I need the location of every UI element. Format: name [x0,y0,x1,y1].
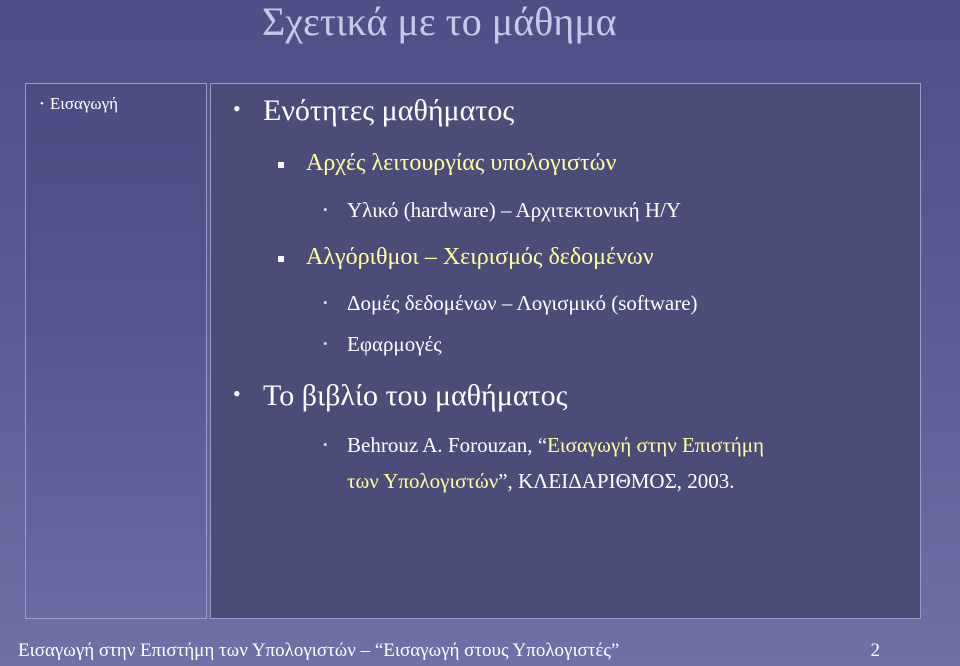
bullet-icon: • [323,295,328,310]
sidebar-item-label: Εισαγωγή [49,94,118,113]
slide-title: Σχετικά με το μάθημα [262,0,617,44]
square-bullet-icon [278,162,284,168]
list-item-applications: • Εφαρμογές [323,332,442,356]
footer-text: Εισαγωγή στην Επιστήμη των Υπολογιστών – “Εισαγωγή στους Υπολογιστές” [18,640,620,661]
book-author: Behrouz A. Forouzan, “ [347,433,548,457]
content-panel [210,83,921,619]
bullet-icon: • [323,437,328,452]
book-title-part2: των Υπολογιστών [347,469,499,493]
book-title-part1: Εισαγωγή στην Επιστήμη [547,433,765,457]
book-reference-line1 [323,433,765,458]
bullet-icon: • [40,98,44,110]
bullet-icon: • [323,336,328,351]
slide-footer [0,640,960,666]
page-number: 2 [870,640,880,661]
subheading-computer-principles: Αρχές λειτουργίας υπολογιστών [306,150,616,177]
heading-course-units: • Ενότητες μαθήματος [233,94,515,127]
sidebar-panel [25,83,207,619]
book-reference-line2 [347,469,735,494]
square-bullet-icon [278,256,284,262]
list-item-data-structures: • Δομές δεδομένων – Λογισμικό (software) [323,291,698,315]
subheading-algorithms: Αλγόριθμοι – Χειρισμός δεδομένων [306,244,654,271]
bullet-icon: • [233,381,241,406]
bullet-icon: • [233,96,241,121]
list-item-hardware: • Υλικό (hardware) – Αρχιτεκτονική Η/Υ [323,198,682,222]
bullet-icon: • [323,202,328,217]
heading-course-book: • Το βιβλίο του μαθήματος [233,379,568,412]
book-publisher: ”, ΚΛΕΙΔΑΡΙΘΜΟΣ, 2003. [498,469,735,493]
sidebar-item-intro[interactable] [40,94,118,114]
